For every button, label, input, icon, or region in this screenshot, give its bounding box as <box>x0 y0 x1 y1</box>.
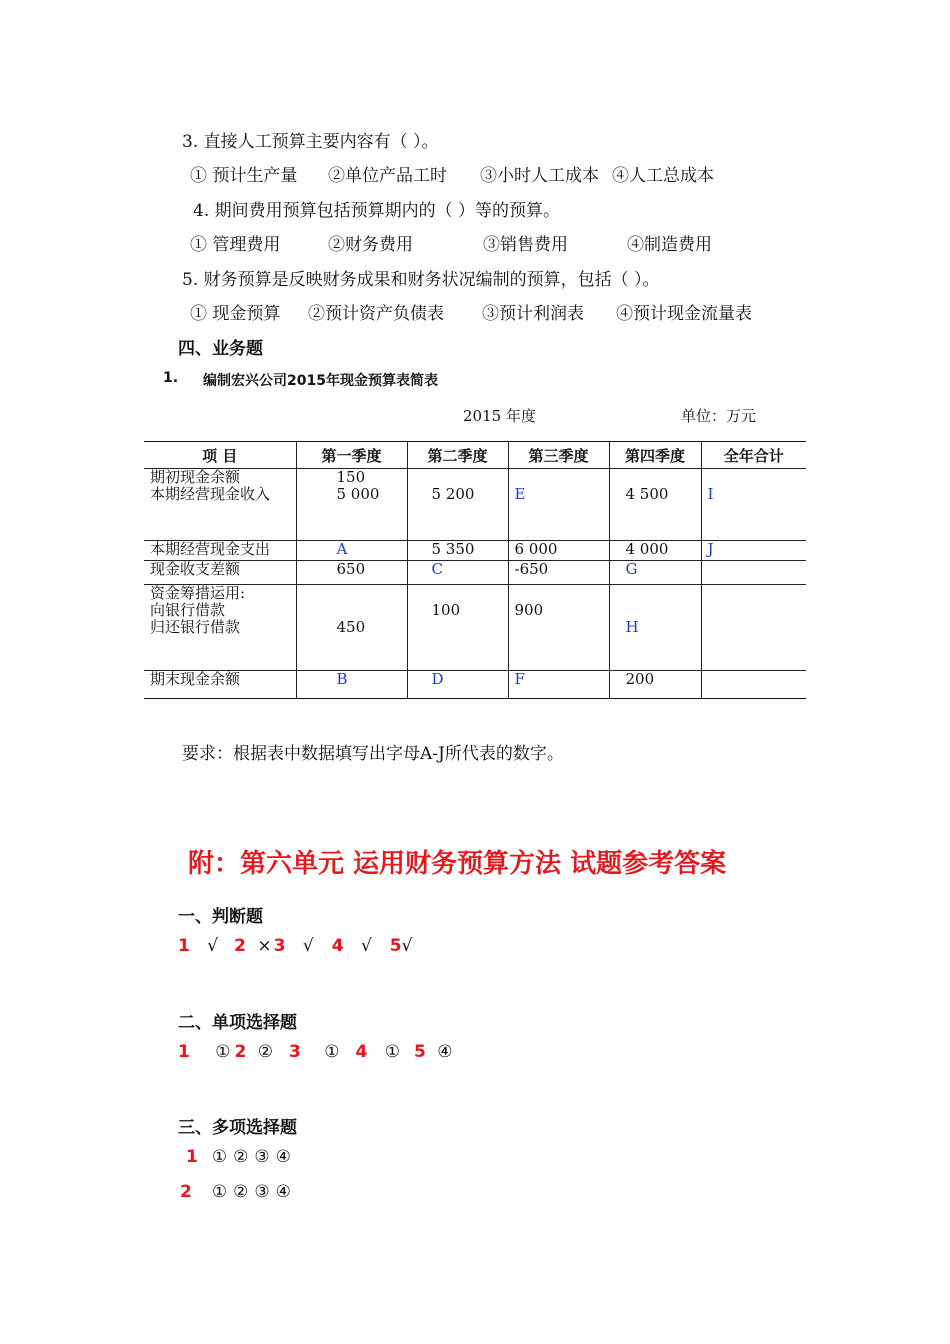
question-3-stem: 3. 直接人工预算主要内容有（ ）。 <box>182 132 439 152</box>
row-label <box>144 469 296 541</box>
cell-q4: 4 000 <box>609 541 701 561</box>
table-row <box>144 671 806 699</box>
cell-q1: B <box>296 671 407 699</box>
cell-total <box>701 671 806 699</box>
answer-number: 4 <box>331 936 344 956</box>
answer-number: 3 <box>273 936 286 956</box>
answer-choice: ① <box>211 1147 228 1167</box>
cell-q2: 5 350 <box>407 541 508 561</box>
cell-value: 150 <box>336 468 366 486</box>
answer-choice: ④ <box>437 1042 453 1062</box>
header-q2: 第二季度 <box>407 442 508 469</box>
answer-number: 1 <box>178 936 190 956</box>
q3-option-3: ③小时人工成本 <box>480 166 599 186</box>
answer-number: 3 <box>289 1042 301 1062</box>
answer-number: 5 <box>414 1042 426 1062</box>
table-unit: 单位：万元 <box>681 407 757 425</box>
answer-number: 5 <box>389 936 402 956</box>
q5-option-3: ③预计利润表 <box>482 304 584 324</box>
cross-mark-icon: × <box>257 936 272 956</box>
cell-total: J <box>701 541 806 561</box>
check-mark-icon: √ <box>207 936 219 956</box>
answer-choice: ② <box>257 1042 273 1062</box>
label-repayment: 归还银行借款 <box>150 618 241 636</box>
answer-choice: ① <box>215 1042 231 1062</box>
check-mark-icon: √ <box>302 936 314 956</box>
cash-budget-table <box>144 441 806 699</box>
label-opening-cash: 期初现金余额 <box>150 468 241 486</box>
cell-value: 5 000 <box>336 485 380 503</box>
check-mark-icon: √ <box>360 936 372 956</box>
answer-choice: ④ <box>275 1147 291 1167</box>
task-number: 1. <box>163 370 179 386</box>
q4-option-1: ① 管理费用 <box>190 235 281 255</box>
answer-choice: ② <box>233 1147 249 1167</box>
table-row <box>144 561 806 585</box>
row-label: 期末现金余额 <box>144 671 296 699</box>
table-row <box>144 469 806 541</box>
cell-q2: C <box>407 561 508 585</box>
header-total: 全年合计 <box>701 442 806 469</box>
q4-option-3: ③销售费用 <box>483 235 568 255</box>
answer-number: 2 <box>180 1182 192 1202</box>
q4-option-2: ②财务费用 <box>328 235 413 255</box>
answer-choice: ① <box>211 1182 228 1202</box>
answers-section-3-row-1 <box>186 1147 297 1167</box>
header-item: 项 目 <box>144 442 296 469</box>
answer-number: 2 <box>234 936 246 956</box>
cell-q1: 450 <box>296 585 407 671</box>
row-label: 本期经营现金支出 <box>144 541 296 561</box>
cell-q2: 5 200 <box>407 469 508 541</box>
answer-choice: ③ <box>254 1182 270 1202</box>
cell-q4: 4 500 <box>609 469 701 541</box>
table-row <box>144 541 806 561</box>
answer-number: 1 <box>186 1147 198 1167</box>
q3-option-2: ②单位产品工时 <box>328 166 447 186</box>
question-4-stem: 4. 期间费用预算包括预算期内的（ ）等的预算。 <box>193 201 561 221</box>
question-3-options <box>190 161 714 186</box>
table-year: 2015 年度 <box>463 407 536 425</box>
cell-total <box>701 585 806 671</box>
label-operating-receipts: 本期经营现金收入 <box>150 485 271 503</box>
row-label: 现金收支差额 <box>144 561 296 585</box>
answer-number: 1 <box>178 1042 190 1062</box>
question-5-options <box>190 299 752 324</box>
label-financing: 资金筹措运用: <box>150 584 246 602</box>
answers-section-1-row <box>178 936 412 956</box>
label-borrowing: 向银行借款 <box>150 601 226 619</box>
cell-q3: -650 <box>508 561 609 585</box>
answer-choice: ③ <box>254 1147 270 1167</box>
cell-total <box>701 561 806 585</box>
q4-option-4: ④制造费用 <box>627 235 712 255</box>
answers-title: 附：第六单元 运用财务预算方法 试题参考答案 <box>188 849 727 879</box>
q3-option-4: ④人工总成本 <box>612 166 714 186</box>
answer-choice: ① <box>384 1042 400 1062</box>
cell-q3: 900 <box>508 585 609 671</box>
cell-q4: G <box>609 561 701 585</box>
cell-q2: D <box>407 671 508 699</box>
answer-number: 4 <box>355 1042 368 1062</box>
q3-option-1: ① 预计生产量 <box>190 166 298 186</box>
table-header-row <box>144 442 806 469</box>
cell-q3: E <box>508 469 609 541</box>
cell-q1: A <box>296 541 407 561</box>
answers-section-3-heading: 三、多项选择题 <box>178 1118 297 1138</box>
header-q1: 第一季度 <box>296 442 407 469</box>
answer-choice: ② <box>233 1182 249 1202</box>
section-4-heading: 四、业务题 <box>178 339 263 359</box>
table-row <box>144 585 806 671</box>
requirement-text: 要求：根据表中数据填写出字母A-J所代表的数字。 <box>182 744 564 764</box>
question-5-stem: 5. 财务预算是反映财务成果和财务状况编制的预算，包括（ ）。 <box>182 270 660 290</box>
cell-total: I <box>701 469 806 541</box>
cell-q3: 6 000 <box>508 541 609 561</box>
q5-option-4: ④预计现金流量表 <box>616 304 752 324</box>
answers-section-3-row-2 <box>180 1182 297 1202</box>
header-q4: 第四季度 <box>609 442 701 469</box>
check-mark-icon: √ <box>401 936 413 956</box>
cell-q2: 100 <box>407 585 508 671</box>
task-title: 编制宏兴公司2015年现金预算表简表 <box>203 373 438 389</box>
cell-q1: 650 <box>296 561 407 585</box>
cell-q4: H <box>609 585 701 671</box>
question-4-options <box>190 230 712 255</box>
cell-q3: F <box>508 671 609 699</box>
answers-section-1-heading: 一、判断题 <box>178 907 263 927</box>
answer-choice: ① <box>324 1042 340 1062</box>
row-label <box>144 585 296 671</box>
answers-section-2-heading: 二、单项选择题 <box>178 1013 297 1033</box>
cell-q1 <box>296 469 407 541</box>
answer-choice: ④ <box>275 1182 291 1202</box>
cell-q4: 200 <box>609 671 701 699</box>
answer-number: 2 <box>234 1042 247 1062</box>
header-q3: 第三季度 <box>508 442 609 469</box>
answers-section-2-row <box>178 1042 453 1062</box>
q5-option-2: ②预计资产负债表 <box>308 304 444 324</box>
q5-option-1: ① 现金预算 <box>190 304 281 324</box>
